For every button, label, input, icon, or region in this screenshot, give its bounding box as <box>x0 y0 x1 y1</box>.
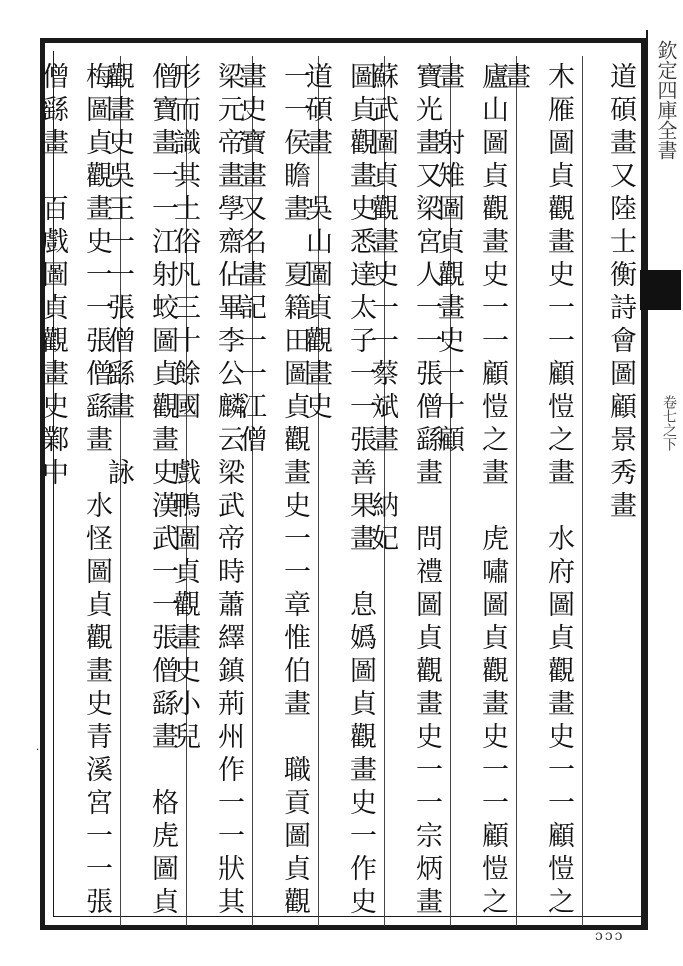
column-rule <box>582 56 583 926</box>
margin-label-lower: 卷七之下 <box>661 395 677 451</box>
text-column-9: 梅圖貞觀畫史一一張僧繇畫 水怪圖貞觀畫史青溪宮一一張僧繇畫 百戲圖貞觀畫史鄴中 <box>37 62 112 920</box>
margin-label: 欽定四庫全書 <box>654 40 678 160</box>
column-rule <box>516 56 517 926</box>
text-column-5: 圖貞觀畫史悉達太子一一張善果畫 息嬀圖貞觀畫史一作史道碩畫 吳山圖貞觀畫史 <box>301 62 376 920</box>
text-column-1: 道碩畫又陸士衡詩會圖顧景秀畫 <box>605 62 636 524</box>
footer-marks: ɔɔɔ <box>595 928 625 944</box>
fishtail-mark <box>640 270 681 310</box>
text-column-4: 寶光畫又梁宮人一一張僧繇畫 問禮圖貞觀畫史一一宗炳畫 蘇武圖貞觀畫史一一蔡斌畫 納妃 <box>367 62 442 953</box>
text-column-2: 木雁圖貞觀畫史一一顧愷之畫 水府圖貞觀畫史一一顧愷之畫 <box>499 62 574 920</box>
text-column-3: 廬山圖貞觀畫史一一顧愷之畫 虎嘯圖貞觀畫史一一顧愷之畫 射雉圖貞觀畫史一十顧 <box>433 62 508 920</box>
text-column-8: 僧寶畫一一江射蛟圖貞觀畫史漢武一一張僧繇畫 格虎圖貞觀畫史吳王一一張僧繇畫 詠 <box>103 62 178 920</box>
stray-ink-mark: · <box>36 745 40 756</box>
text-column-6: 一一侯瞻畫 夏籍田圖貞觀畫史一一章惟伯畫 職貢圖貞觀畫史寶畫又名畫記一一江僧 <box>235 62 310 920</box>
text-column-7: 梁元帝畫學齋佔畢李公麟云梁武帝時蕭繹鎮荊州作一一狀其形而識其土俗凡三十餘國 戲鴨圖貞觀畫史小兒 <box>169 62 244 920</box>
